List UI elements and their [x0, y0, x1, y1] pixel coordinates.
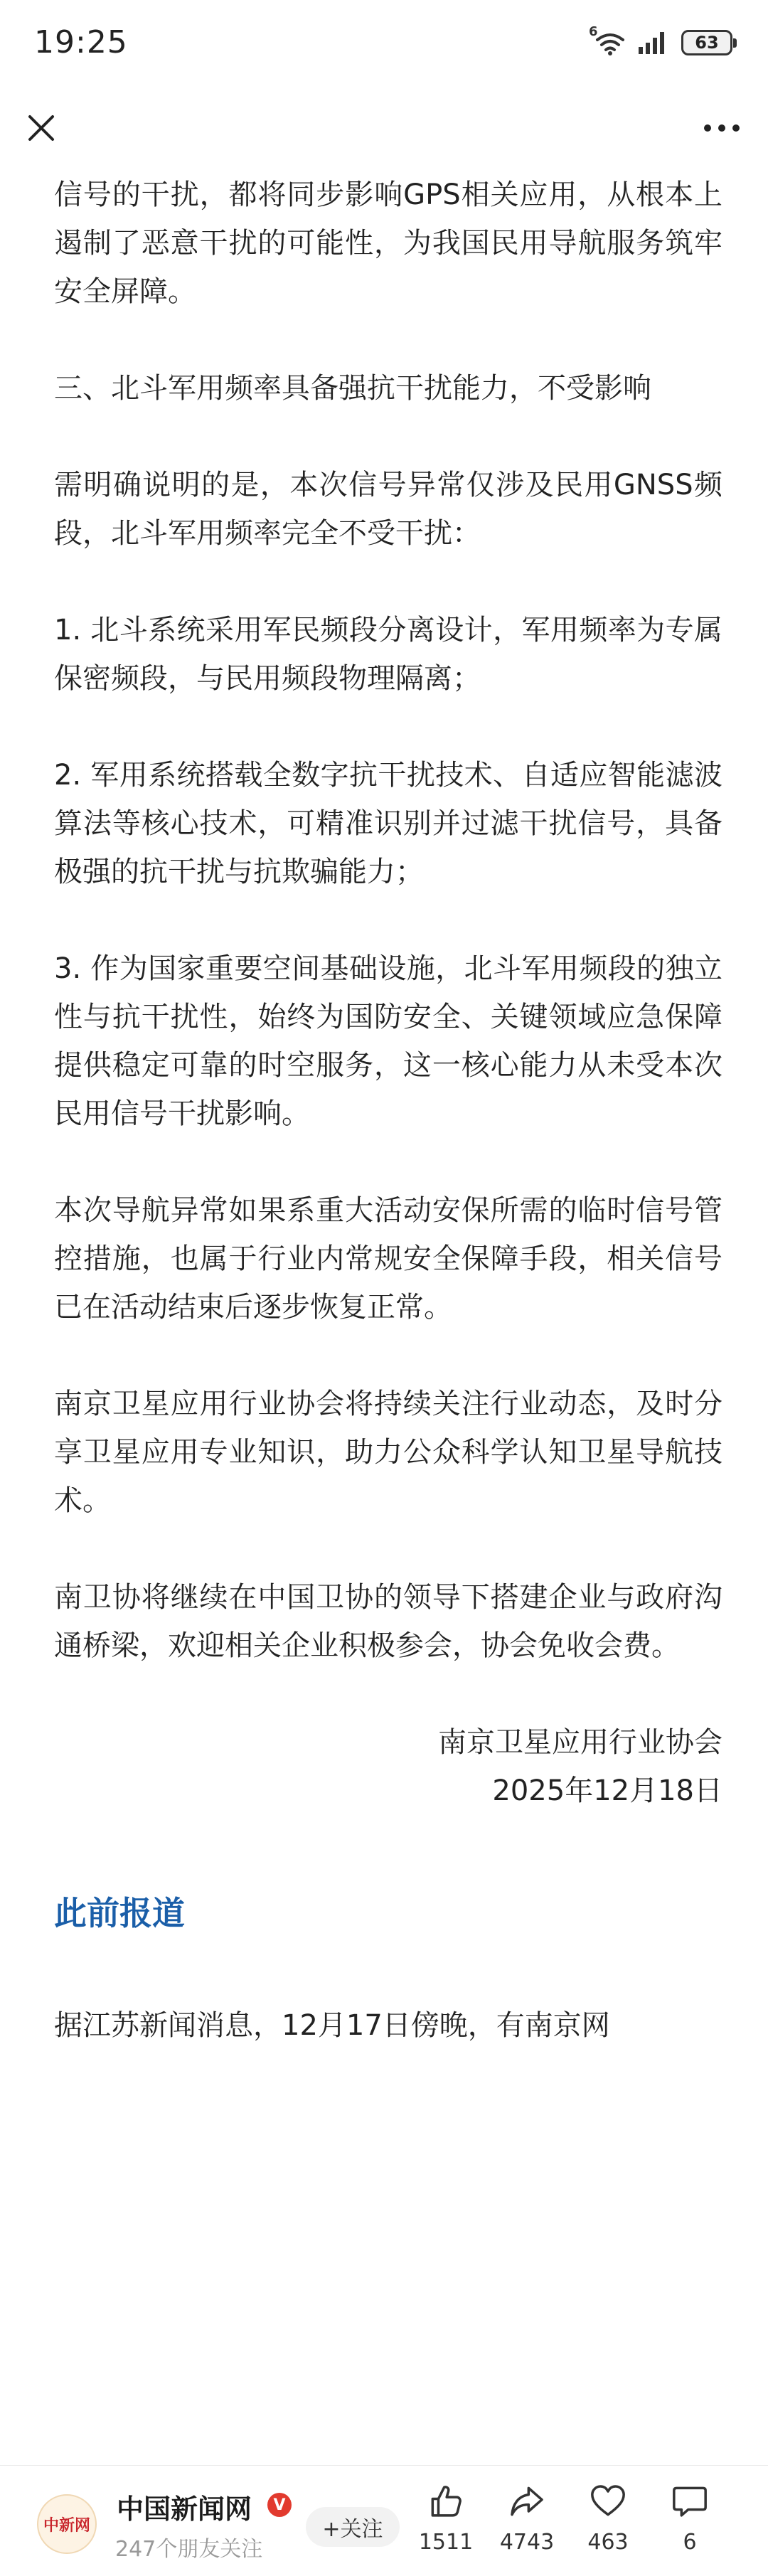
wifi-icon — [589, 24, 624, 57]
more-icon — [702, 123, 742, 133]
verified-badge-icon: V — [267, 2493, 292, 2517]
like-button[interactable] — [407, 2481, 485, 2555]
signal-icon — [637, 30, 668, 55]
signature-org: 南京卫星应用行业协会 — [438, 1726, 722, 1759]
follow-button[interactable]: +关注 — [306, 2507, 400, 2547]
avatar-logo-text: 中新网 — [43, 2516, 90, 2535]
avatar[interactable] — [37, 2494, 97, 2554]
article-paragraph: 南京卫星应用行业协会将持续关注行业动态，及时分享卫星应用专业知识，助力公众科学认知卫星导航技术。 — [54, 1388, 722, 1517]
signature-block — [54, 1718, 722, 1815]
signature-date: 2025年12月18日 — [492, 1774, 722, 1807]
status-time: 19:25 — [34, 24, 128, 60]
share-count: 4743 — [499, 2530, 555, 2555]
heart-icon — [588, 2481, 628, 2521]
article-paragraph: 2. 军用系统搭载全数字抗干扰技术、自适应智能滤波算法等核心技术，可精准识别并过滤干扰信号，具备极强的抗干扰与抗欺骗能力； — [54, 759, 722, 888]
article-paragraph: 需明确说明的是，本次信号异常仅涉及民用GNSS频段，北斗军用频率完全不受干扰： — [54, 469, 722, 550]
thumbs-up-icon — [426, 2481, 466, 2521]
article-body — [54, 171, 722, 2050]
previous-report-title: 此前报道 — [54, 1894, 185, 1932]
favorite-button[interactable] — [569, 2481, 647, 2555]
section-heading-paragraph: 三、北斗军用频率具备强抗干扰能力，不受影响 — [54, 372, 651, 405]
favorite-count: 463 — [587, 2530, 629, 2555]
article-paragraph: 信号的干扰，都将同步影响GPS相关应用，从根本上遏制了恶意干扰的可能性，为我国民用导航服务筑牢安全屏障。 — [54, 179, 722, 308]
battery-icon: 63 — [681, 30, 732, 55]
network-badge: 6 — [589, 24, 598, 39]
author-name[interactable]: 中国新闻网 — [117, 2493, 252, 2525]
close-icon — [26, 112, 57, 144]
close-button[interactable] — [20, 107, 63, 149]
bottom-action-bar — [0, 2465, 768, 2576]
share-arrow-icon — [507, 2481, 547, 2521]
status-icons — [589, 24, 732, 57]
friends-follow-count: 247个朋友关注 — [115, 2537, 263, 2562]
article-paragraph: 3. 作为国家重要空间基础设施，北斗军用频段的独立性与抗干扰性，始终为国防安全、关键领域应急保障提供稳定可靠的时空服务，这一核心能力从未受本次民用信号干扰影响。 — [54, 952, 722, 1130]
previous-report-excerpt: 据江苏新闻消息，12月17日傍晚，有南京网 — [54, 2009, 610, 2042]
like-count: 1511 — [418, 2530, 474, 2555]
comment-icon — [670, 2481, 710, 2521]
top-navigation-bar — [0, 85, 768, 171]
comment-count: 6 — [683, 2530, 697, 2555]
article-paragraph: 1. 北斗系统采用军民频段分离设计，军用频率为专属保密频段，与民用频段物理隔离； — [54, 614, 722, 695]
article-paragraph: 南卫协将继续在中国卫协的领导下搭建企业与政府沟通桥梁，欢迎相关企业积极参会，协会免收会费。 — [54, 1581, 722, 1662]
article-paragraph: 本次导航异常如果系重大活动安保所需的临时信号管控措施，也属于行业内常规安全保障手段，相关信号已在活动结束后逐步恢复正常。 — [54, 1194, 722, 1324]
more-button[interactable] — [697, 107, 747, 149]
status-bar — [0, 0, 768, 85]
share-button[interactable] — [488, 2481, 566, 2555]
comment-button[interactable] — [651, 2481, 729, 2555]
